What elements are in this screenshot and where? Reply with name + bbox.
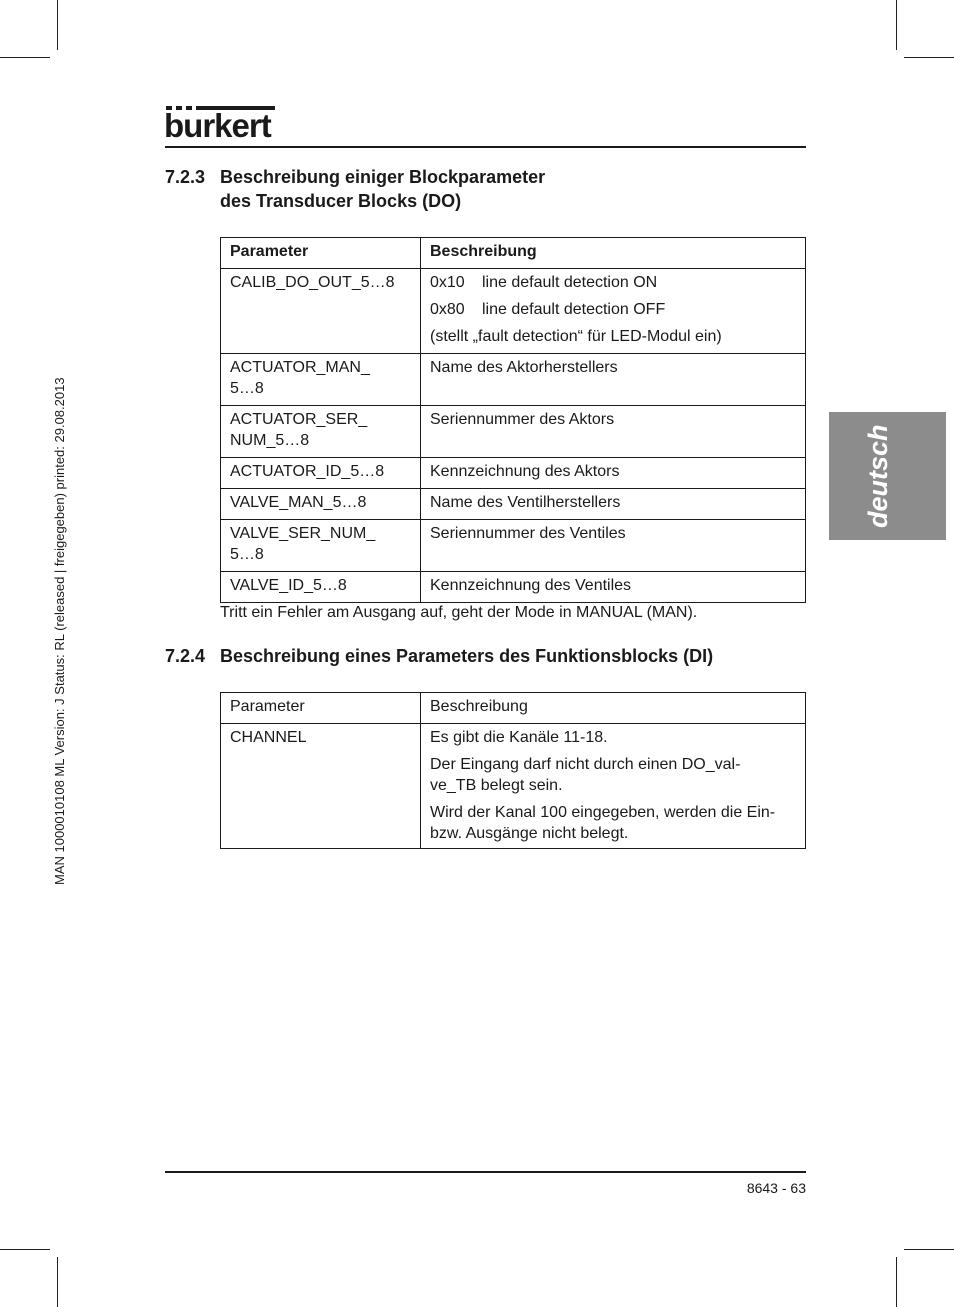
desc-cell bbox=[421, 269, 806, 354]
table-row bbox=[221, 489, 806, 520]
page-number: 8643 - 63 bbox=[746, 1180, 806, 1196]
table-row bbox=[221, 520, 806, 572]
column-header-description: Beschreibung bbox=[421, 238, 806, 269]
desc-cell: Kennzeichnung des Ventiles bbox=[421, 572, 806, 603]
crop-mark bbox=[904, 57, 954, 58]
desc-text: line default detection ON bbox=[482, 274, 658, 291]
function-block-table bbox=[220, 692, 806, 849]
desc-line bbox=[430, 272, 796, 293]
param-cell: VALVE_ID_5…8 bbox=[221, 572, 421, 603]
desc-cell: Name des Ventilherstellers bbox=[421, 489, 806, 520]
table-row bbox=[221, 458, 806, 489]
desc-cell: Seriennummer des Ventiles bbox=[421, 520, 806, 572]
brand-logo bbox=[165, 106, 275, 142]
desc-cell: Name des Aktorherstellers bbox=[421, 354, 806, 406]
column-header-parameter: Parameter bbox=[221, 238, 421, 269]
document-meta: MAN 1000010108 ML Version: J Status: RL (released | freigegeben) printed: 29.08.2013 bbox=[52, 377, 67, 885]
desc-cell bbox=[421, 724, 806, 849]
table-row bbox=[221, 269, 806, 354]
param-text: ACTUATOR_MAN_ 5…8 bbox=[230, 359, 370, 397]
table-row bbox=[221, 354, 806, 406]
table-row bbox=[221, 406, 806, 458]
table-row bbox=[221, 572, 806, 603]
param-cell bbox=[221, 406, 421, 458]
transducer-block-table bbox=[220, 237, 806, 603]
crop-mark bbox=[57, 1257, 58, 1307]
crop-mark bbox=[904, 1249, 954, 1250]
hex-code: 0x10 bbox=[430, 274, 465, 291]
param-text: VALVE_SER_NUM_ 5…8 bbox=[230, 525, 376, 563]
desc-line bbox=[430, 299, 796, 320]
section-title-line1: Beschreibung einiger Blockparameter bbox=[220, 167, 546, 187]
table-header-row bbox=[221, 238, 806, 269]
param-cell: CALIB_DO_OUT_5…8 bbox=[221, 269, 421, 354]
header-rule bbox=[165, 146, 806, 148]
param-cell: VALVE_MAN_5…8 bbox=[221, 489, 421, 520]
section-title: Beschreibung eines Parameters des Funktionsblocks (DI) bbox=[220, 646, 714, 666]
desc-cell: Kennzeichnung des Aktors bbox=[421, 458, 806, 489]
language-tab bbox=[829, 412, 946, 540]
mode-note: Tritt ein Fehler am Ausgang auf, geht der Mode in MANUAL (MAN). bbox=[220, 604, 698, 621]
crop-mark bbox=[57, 0, 58, 50]
table-header-row bbox=[221, 693, 806, 724]
desc-line: Es gibt die Kanäle 11-18. bbox=[430, 729, 608, 746]
language-tab-label: deutsch bbox=[863, 424, 893, 528]
desc-line: Der Eingang darf nicht durch einen DO_val-ve_TB belegt sein. bbox=[430, 756, 741, 794]
crop-mark bbox=[896, 1257, 897, 1307]
hex-code: 0x80 bbox=[430, 301, 465, 318]
crop-mark bbox=[0, 1249, 50, 1250]
section-number: 7.2.3 bbox=[165, 167, 206, 187]
desc-text: line default detection OFF bbox=[482, 301, 666, 318]
desc-cell: Seriennummer des Aktors bbox=[421, 406, 806, 458]
param-text: ACTUATOR_SER_ NUM_5…8 bbox=[230, 411, 368, 449]
footer-rule bbox=[165, 1171, 806, 1173]
crop-mark bbox=[896, 0, 897, 50]
param-cell bbox=[221, 520, 421, 572]
logo-wordmark: burkert bbox=[164, 107, 271, 144]
param-cell: CHANNEL bbox=[221, 724, 421, 849]
section-title-line2: des Transducer Blocks (DO) bbox=[220, 191, 462, 211]
table-row bbox=[221, 724, 806, 849]
param-cell: ACTUATOR_ID_5…8 bbox=[221, 458, 421, 489]
section-number: 7.2.4 bbox=[165, 646, 206, 666]
desc-line: (stellt „fault detection“ für LED-Modul ein) bbox=[430, 328, 722, 345]
desc-line: Wird der Kanal 100 eingegeben, werden die Ein- bzw. Ausgänge nicht belegt. bbox=[430, 804, 776, 842]
param-cell bbox=[221, 354, 421, 406]
crop-mark bbox=[0, 57, 50, 58]
column-header-description: Beschreibung bbox=[421, 693, 806, 724]
column-header-parameter: Parameter bbox=[221, 693, 421, 724]
